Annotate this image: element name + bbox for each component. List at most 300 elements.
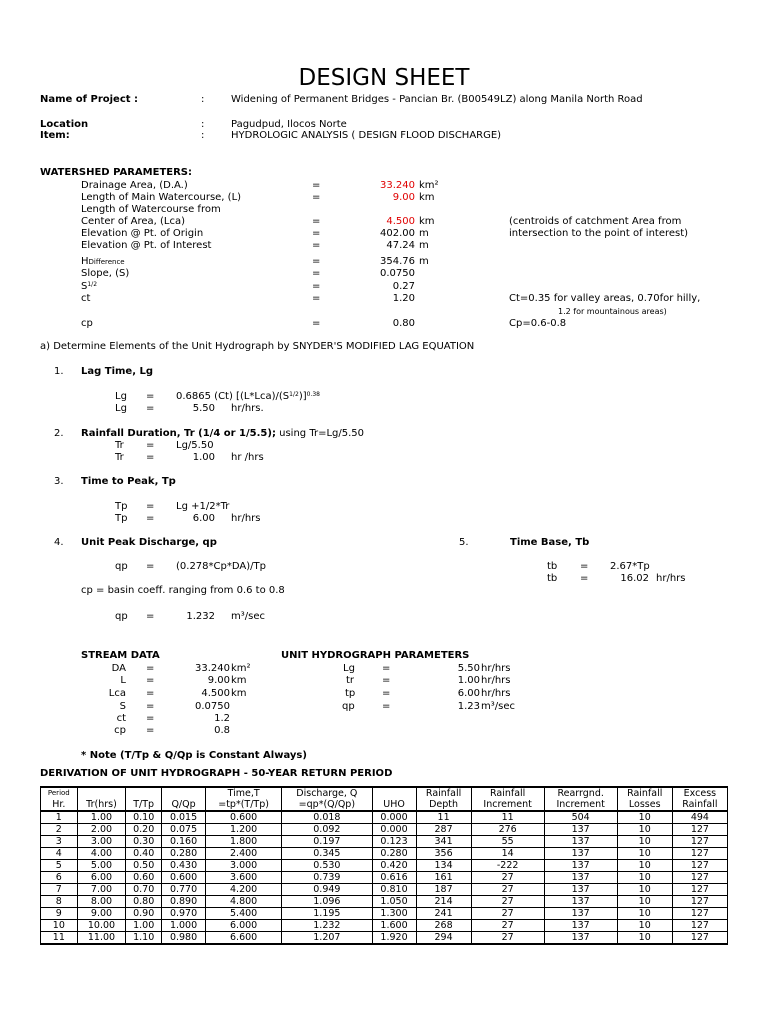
table-cell: 0.075 — [162, 824, 206, 836]
stream-value: 4.500 — [201, 688, 230, 699]
step-value: 5.50 — [192, 403, 215, 414]
table-row — [41, 908, 728, 920]
table-cell: 0.015 — [162, 811, 206, 824]
stream-value: 0.0750 — [195, 701, 230, 712]
table-cell: 2.00 — [77, 824, 126, 836]
table-cell: 10 — [617, 836, 672, 848]
param-value: 9.00 — [392, 192, 415, 203]
col-header: Rainfall — [617, 787, 672, 799]
col-header: Hr. — [41, 799, 78, 811]
table-cell: 3.00 — [77, 836, 126, 848]
col-header: Time,T — [206, 787, 282, 799]
step-formula: Lg +1/2*Tr — [176, 501, 230, 512]
table-cell: 5.00 — [77, 860, 126, 872]
table-cell: 127 — [672, 920, 727, 932]
table-cell: 127 — [672, 872, 727, 884]
table-cell: 1.232 — [282, 920, 372, 932]
table-cell: 55 — [471, 836, 544, 848]
equals: = — [382, 663, 391, 674]
param-label: Length of Main Watercourse, (L) — [81, 192, 242, 203]
table-cell: -222 — [471, 860, 544, 872]
stream-var: DA — [111, 663, 126, 674]
col-header — [77, 787, 126, 799]
item-value: HYDROLOGIC ANALYSIS ( DESIGN FLOOD DISCHARGE) — [231, 130, 502, 141]
constant-note: * Note (T/Tp & Q/Qp is Constant Always) — [81, 750, 307, 761]
stream-value: 9.00 — [207, 675, 230, 686]
table-cell: 4.00 — [77, 848, 126, 860]
col-header: Increment — [471, 799, 544, 811]
table-cell: 10 — [617, 908, 672, 920]
table-cell: 2.400 — [206, 848, 282, 860]
uhp-unit: hr/hrs — [481, 688, 511, 699]
table-cell: 268 — [416, 920, 471, 932]
table-cell: 1.096 — [282, 896, 372, 908]
table-cell: 137 — [544, 896, 617, 908]
colon: : — [201, 94, 205, 105]
table-cell: 27 — [471, 920, 544, 932]
table-cell: 0.430 — [162, 860, 206, 872]
colon: : — [201, 130, 205, 141]
table-row — [41, 860, 728, 872]
param-label: Elevation @ Pt. of Origin — [81, 228, 204, 239]
table-cell: 7 — [41, 884, 78, 896]
equals: = — [312, 293, 321, 304]
table-cell: 14 — [471, 848, 544, 860]
table-cell: 137 — [544, 848, 617, 860]
table-cell: 0.20 — [126, 824, 162, 836]
param-unit: m — [419, 240, 429, 251]
equals: = — [312, 268, 321, 279]
table-cell: 8.00 — [77, 896, 126, 908]
equals: = — [146, 561, 155, 572]
table-header-row — [41, 787, 728, 799]
uhp-value: 5.50 — [457, 663, 480, 674]
param-label: HDifference — [81, 256, 125, 267]
step-var: Lg — [115, 391, 127, 402]
table-cell: 0.30 — [126, 836, 162, 848]
table-cell: 0.40 — [126, 848, 162, 860]
stream-value: 33.240 — [195, 663, 230, 674]
col-header: =qp*(Q/Qp) — [282, 799, 372, 811]
param-value: 0.0750 — [380, 268, 415, 279]
equals: = — [312, 318, 321, 329]
table-cell: 0.197 — [282, 836, 372, 848]
remark-cp: Cp=0.6-0.8 — [509, 318, 567, 329]
table-cell: 10.00 — [77, 920, 126, 932]
uhp-var: tp — [345, 688, 356, 699]
param-label: cp — [81, 318, 93, 329]
table-cell: 0.50 — [126, 860, 162, 872]
equals: = — [146, 501, 155, 512]
table-cell: 0.810 — [372, 884, 416, 896]
table-cell: 11 — [41, 932, 78, 945]
stream-unit: km² — [231, 663, 251, 674]
table-cell: 1.920 — [372, 932, 416, 945]
param-label: Drainage Area, (D.A.) — [81, 180, 188, 191]
param-value: 0.80 — [392, 318, 415, 329]
table-cell: 137 — [544, 836, 617, 848]
col-header: Losses — [617, 799, 672, 811]
stream-var: Lca — [108, 688, 126, 699]
step-number: 5. — [459, 537, 469, 548]
col-header: Rainfall — [672, 799, 727, 811]
table-row — [41, 920, 728, 932]
table-row — [41, 932, 728, 945]
col-header: Tr(hrs) — [77, 799, 126, 811]
equals: = — [312, 228, 321, 239]
uhp-value: 6.00 — [457, 688, 480, 699]
table-cell: 161 — [416, 872, 471, 884]
param-value: 1.20 — [392, 293, 415, 304]
table-cell: 127 — [672, 860, 727, 872]
table-cell: 0.160 — [162, 836, 206, 848]
step-formula: (0.278*Cp*DA)/Tp — [176, 561, 266, 572]
equals: = — [580, 573, 589, 584]
remark-lca: (centroids of catchment Area from — [509, 216, 682, 227]
table-cell: 127 — [672, 908, 727, 920]
col-header — [126, 787, 162, 799]
table-cell: 1.800 — [206, 836, 282, 848]
derivation-heading: DERIVATION OF UNIT HYDROGRAPH - 50-YEAR RETURN PERIOD — [40, 768, 393, 779]
table-cell: 0.80 — [126, 896, 162, 908]
table-cell: 0.949 — [282, 884, 372, 896]
uhp-unit: hr/hrs — [481, 663, 511, 674]
table-cell: 1.050 — [372, 896, 416, 908]
equals: = — [382, 701, 391, 712]
table-cell: 0.600 — [162, 872, 206, 884]
param-unit: m — [419, 256, 429, 267]
param-value: 0.27 — [392, 281, 415, 292]
col-header — [162, 787, 206, 799]
table-row — [41, 836, 728, 848]
param-label: Length of Watercourse from — [81, 204, 221, 215]
table-cell: 127 — [672, 848, 727, 860]
table-cell: 0.970 — [162, 908, 206, 920]
table-cell: 0.018 — [282, 811, 372, 824]
table-cell: 6 — [41, 872, 78, 884]
param-unit: km — [419, 192, 435, 203]
table-cell: 0.000 — [372, 824, 416, 836]
step-number: 3. — [54, 476, 64, 487]
stream-data-heading: STREAM DATA — [81, 650, 160, 661]
stream-value: 0.8 — [214, 725, 230, 736]
step-number: 2. — [54, 428, 64, 439]
stream-var: S — [119, 701, 126, 712]
param-value: 47.24 — [386, 240, 415, 251]
equals: = — [382, 675, 391, 686]
uhp-var: Lg — [343, 663, 355, 674]
table-cell: 10 — [617, 896, 672, 908]
table-cell: 7.00 — [77, 884, 126, 896]
stream-unit: km — [231, 688, 247, 699]
table-cell: 0.345 — [282, 848, 372, 860]
equals: = — [146, 701, 155, 712]
table-header-row — [41, 799, 728, 811]
step-unit: hr/hrs. — [231, 403, 264, 414]
step-number: 1. — [54, 366, 64, 377]
table-cell: 10 — [617, 884, 672, 896]
table-cell: 127 — [672, 884, 727, 896]
section-a-heading: a) Determine Elements of the Unit Hydrograph by SNYDER'S MODIFIED LAG EQUATION — [40, 341, 475, 352]
table-cell: 137 — [544, 908, 617, 920]
table-cell: 1.200 — [206, 824, 282, 836]
table-cell: 127 — [672, 932, 727, 945]
step-var: tb — [547, 561, 558, 572]
step-title: Rainfall Duration, Tr (1/4 or 1/5.5); using Tr=Lg/5.50 — [81, 428, 365, 439]
stream-var: ct — [116, 713, 126, 724]
table-cell: 0.530 — [282, 860, 372, 872]
table-cell: 1.10 — [126, 932, 162, 945]
table-cell: 0.10 — [126, 811, 162, 824]
table-cell: 4.800 — [206, 896, 282, 908]
step-value: 1.232 — [186, 611, 215, 622]
table-cell: 137 — [544, 860, 617, 872]
step-value: 6.00 — [192, 513, 215, 524]
step-unit: hr /hrs — [231, 452, 264, 463]
table-cell: 137 — [544, 932, 617, 945]
equals: = — [312, 216, 321, 227]
location-label: Location — [40, 119, 89, 130]
uhp-value: 1.00 — [457, 675, 480, 686]
step-var: Tr — [115, 440, 124, 451]
watershed-heading: WATERSHED PARAMETERS: — [40, 167, 193, 178]
stream-var: L — [120, 675, 126, 686]
table-cell: 0.000 — [372, 811, 416, 824]
table-cell: 504 — [544, 811, 617, 824]
colon: : — [201, 119, 205, 130]
table-cell: 134 — [416, 860, 471, 872]
step-value: 1.00 — [192, 452, 215, 463]
step-var: Tr — [115, 452, 124, 463]
table-cell: 137 — [544, 884, 617, 896]
table-cell: 11.00 — [77, 932, 126, 945]
table-cell: 1.195 — [282, 908, 372, 920]
unit-hydrograph-table — [40, 786, 728, 945]
col-header: Q/Qp — [162, 799, 206, 811]
step-var: qp — [115, 561, 128, 572]
table-cell: 0.70 — [126, 884, 162, 896]
table-cell: 0.092 — [282, 824, 372, 836]
table-cell: 0.123 — [372, 836, 416, 848]
equals: = — [146, 403, 155, 414]
table-cell: 8 — [41, 896, 78, 908]
table-cell: 27 — [471, 872, 544, 884]
step-value: 16.02 — [620, 573, 649, 584]
col-header: T/Tp — [126, 799, 162, 811]
table-cell: 6.000 — [206, 920, 282, 932]
table-cell: 3 — [41, 836, 78, 848]
col-header: UHO — [372, 799, 416, 811]
equals: = — [312, 240, 321, 251]
equals: = — [146, 391, 155, 402]
item-label: Item: — [40, 130, 70, 141]
table-cell: 1.000 — [162, 920, 206, 932]
table-cell: 10 — [617, 872, 672, 884]
table-cell: 9.00 — [77, 908, 126, 920]
table-cell: 3.600 — [206, 872, 282, 884]
col-header: Period — [41, 787, 78, 799]
uhp-var: qp — [342, 701, 355, 712]
param-label: Elevation @ Pt. of Interest — [81, 240, 212, 251]
table-cell: 294 — [416, 932, 471, 945]
table-cell: 1.600 — [372, 920, 416, 932]
table-cell: 27 — [471, 908, 544, 920]
table-cell: 4.200 — [206, 884, 282, 896]
table-cell: 1.00 — [126, 920, 162, 932]
table-row — [41, 872, 728, 884]
equals: = — [146, 452, 155, 463]
table-cell: 0.600 — [206, 811, 282, 824]
param-value: 4.500 — [386, 216, 415, 227]
table-cell: 0.420 — [372, 860, 416, 872]
table-cell: 137 — [544, 824, 617, 836]
equals: = — [146, 725, 155, 736]
uhp-value: 1.23 — [457, 701, 480, 712]
table-cell: 10 — [617, 920, 672, 932]
equals: = — [312, 256, 321, 267]
table-cell: 10 — [41, 920, 78, 932]
table-cell: 3.000 — [206, 860, 282, 872]
table-cell: 9 — [41, 908, 78, 920]
table-row — [41, 884, 728, 896]
param-value: 354.76 — [380, 256, 415, 267]
equals: = — [146, 513, 155, 524]
table-cell: 0.280 — [372, 848, 416, 860]
step-title: Time Base, Tb — [510, 537, 590, 548]
equals: = — [382, 688, 391, 699]
equals: = — [146, 440, 155, 451]
table-cell: 0.770 — [162, 884, 206, 896]
table-cell: 10 — [617, 811, 672, 824]
table-cell: 0.739 — [282, 872, 372, 884]
step-unit: hr/hrs — [231, 513, 261, 524]
table-cell: 1.207 — [282, 932, 372, 945]
page-title: DESIGN SHEET — [298, 65, 470, 91]
table-cell: 10 — [617, 932, 672, 945]
param-unit: m — [419, 228, 429, 239]
table-cell: 10 — [617, 860, 672, 872]
table-cell: 27 — [471, 884, 544, 896]
uhp-heading: UNIT HYDROGRAPH PARAMETERS — [281, 650, 470, 661]
table-cell: 494 — [672, 811, 727, 824]
param-label: Center of Area, (Lca) — [81, 216, 186, 227]
step-title: Lag Time, Lg — [81, 366, 154, 377]
param-label: ct — [81, 293, 91, 304]
table-cell: 0.890 — [162, 896, 206, 908]
step-var: tb — [547, 573, 558, 584]
table-cell: 1.00 — [77, 811, 126, 824]
col-header: Rainfall — [471, 787, 544, 799]
param-value: 402.00 — [380, 228, 415, 239]
table-cell: 1 — [41, 811, 78, 824]
table-cell: 276 — [471, 824, 544, 836]
table-cell: 341 — [416, 836, 471, 848]
table-cell: 0.90 — [126, 908, 162, 920]
col-header: Excess — [672, 787, 727, 799]
step-var: Tp — [115, 513, 128, 524]
col-header: Increment — [544, 799, 617, 811]
table-cell: 5 — [41, 860, 78, 872]
uhp-var: tr — [346, 675, 355, 686]
table-cell: 5.400 — [206, 908, 282, 920]
param-label: $S^{1/2}$ — [81, 281, 98, 292]
equals: = — [312, 192, 321, 203]
remark-lca: intersection to the point of interest) — [509, 228, 689, 239]
step-var: Tp — [115, 501, 128, 512]
table-cell: 27 — [471, 932, 544, 945]
stream-var: cp — [114, 725, 126, 736]
equals: = — [312, 281, 321, 292]
equals: = — [580, 561, 589, 572]
table-cell: 0.980 — [162, 932, 206, 945]
lag-formula: 0.6865 (Ct) $[(L*Lca)/(S^{1/2})]^{0.38}$ — [176, 391, 320, 402]
table-row — [41, 848, 728, 860]
remark-ct: Ct=0.35 for valley areas, 0.70for hilly, — [509, 293, 701, 304]
table-cell: 6.00 — [77, 872, 126, 884]
table-cell: 0.280 — [162, 848, 206, 860]
stream-unit: km — [231, 675, 247, 686]
table-cell: 0.60 — [126, 872, 162, 884]
table-cell: 137 — [544, 920, 617, 932]
location-value: Pagudpud, Ilocos Norte — [231, 119, 347, 130]
step-title: Unit Peak Discharge, qp — [81, 537, 217, 548]
step-var: qp — [115, 611, 128, 622]
project-name-label: Name of Project : — [40, 94, 139, 105]
table-cell: 127 — [672, 896, 727, 908]
remark-ct: 1.2 for mountainous areas) — [558, 307, 667, 316]
table-cell: 11 — [416, 811, 471, 824]
basin-coeff-note: cp = basin coeff. ranging from 0.6 to 0.8 — [81, 585, 285, 596]
table-cell: 187 — [416, 884, 471, 896]
table-cell: 0.616 — [372, 872, 416, 884]
step-unit: m³/sec — [231, 611, 265, 622]
param-value: 33.240 — [380, 180, 415, 191]
table-cell: 6.600 — [206, 932, 282, 945]
step-formula: Lg/5.50 — [176, 440, 214, 451]
step-var: Lg — [115, 403, 127, 414]
table-row — [41, 824, 728, 836]
col-header — [372, 787, 416, 799]
col-header: Discharge, Q — [282, 787, 372, 799]
table-cell: 11 — [471, 811, 544, 824]
table-cell: 241 — [416, 908, 471, 920]
col-header: Depth — [416, 799, 471, 811]
stream-value: 1.2 — [214, 713, 230, 724]
table-body — [41, 811, 728, 944]
table-cell: 10 — [617, 848, 672, 860]
project-name-value: Widening of Permanent Bridges - Pancian Br. (B00549LZ) along Manila North Road — [231, 94, 643, 105]
param-unit: km² — [419, 180, 439, 191]
table-cell: 4 — [41, 848, 78, 860]
col-header: =tp*(T/Tp) — [206, 799, 282, 811]
table-cell: 214 — [416, 896, 471, 908]
table-cell: 356 — [416, 848, 471, 860]
table-cell: 127 — [672, 824, 727, 836]
param-label: Slope, (S) — [81, 268, 130, 279]
uhp-unit: m³/sec — [481, 701, 515, 712]
step-formula: 2.67*Tp — [610, 561, 650, 572]
equals: = — [312, 180, 321, 191]
table-cell: 287 — [416, 824, 471, 836]
param-unit: km — [419, 216, 435, 227]
equals: = — [146, 675, 155, 686]
equals: = — [146, 688, 155, 699]
table-cell: 2 — [41, 824, 78, 836]
table-row — [41, 811, 728, 824]
step-number: 4. — [54, 537, 64, 548]
table-cell: 127 — [672, 836, 727, 848]
table-row — [41, 896, 728, 908]
